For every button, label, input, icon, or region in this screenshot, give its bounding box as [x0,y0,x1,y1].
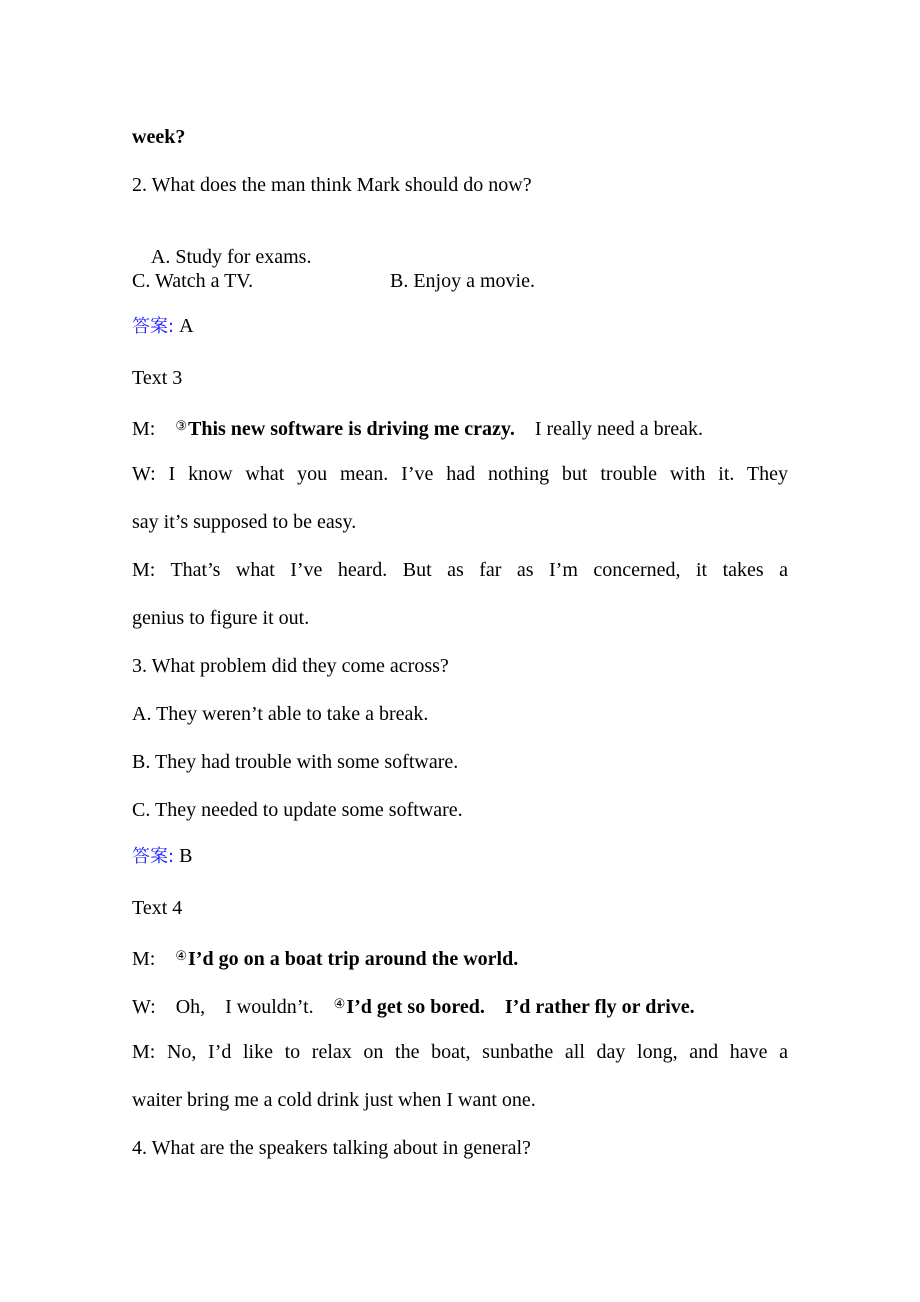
question-1-tail: week? [132,126,186,148]
question-2: 2. What does the man think Mark should do now? [132,174,532,196]
section-heading-text-3: Text 3 [132,367,183,389]
dialogue-text: W: Oh, I wouldn’t. [132,996,334,1018]
answer-3 [132,844,192,869]
dialogue-line: M: That’s what I’ve heard. But as far as I’m concerned, it takes a [132,559,788,581]
answer-2 [132,314,194,339]
option-a: A. They weren’t able to take a break. [132,703,429,725]
option-c: C. Watch a TV. [132,270,254,292]
answer-value: B [174,845,193,867]
question-3: 3. What problem did they come across? [132,655,449,677]
dialogue-line [132,944,518,971]
option-c: C. They needed to update some software. [132,799,463,821]
speaker: M: [132,418,176,440]
dialogue-line [132,992,695,1019]
circled-number-icon: ③ [175,418,187,433]
option-a: A. Study for exams. [150,246,312,268]
speaker: M: [132,948,176,970]
answer-value: A [174,315,194,337]
circled-number-icon: ④ [175,948,187,963]
option-b: B. They had trouble with some software. [132,751,459,773]
dialogue-text: I really need a break. [514,418,704,440]
dialogue-line-cont: say it’s supposed to be easy. [132,511,357,533]
dialogue-line [132,414,703,441]
key-sentence: I’d go on a boat trip around the world. [188,948,519,970]
key-sentence: This new software is driving me crazy. [188,418,515,440]
option-b: B. Enjoy a movie. [390,270,535,292]
dialogue-line-cont: waiter bring me a cold drink just when I want one. [132,1089,536,1111]
dialogue-line: W: I know what you mean. I’ve had nothing but trouble with it. They [132,463,788,485]
answer-label: 答案: [132,316,175,337]
dialogue-line-cont: genius to figure it out. [132,607,310,629]
dialogue-line: M: No, I’d like to relax on the boat, sunbathe all day long, and have a [132,1041,788,1063]
key-sentence: I’d get so bored. I’d rather fly or drive. [346,996,695,1018]
question-4: 4. What are the speakers talking about in general? [132,1137,531,1159]
answer-label: 答案: [132,846,175,867]
circled-number-icon: ④ [333,996,346,1011]
section-heading-text-4: Text 4 [132,897,183,919]
